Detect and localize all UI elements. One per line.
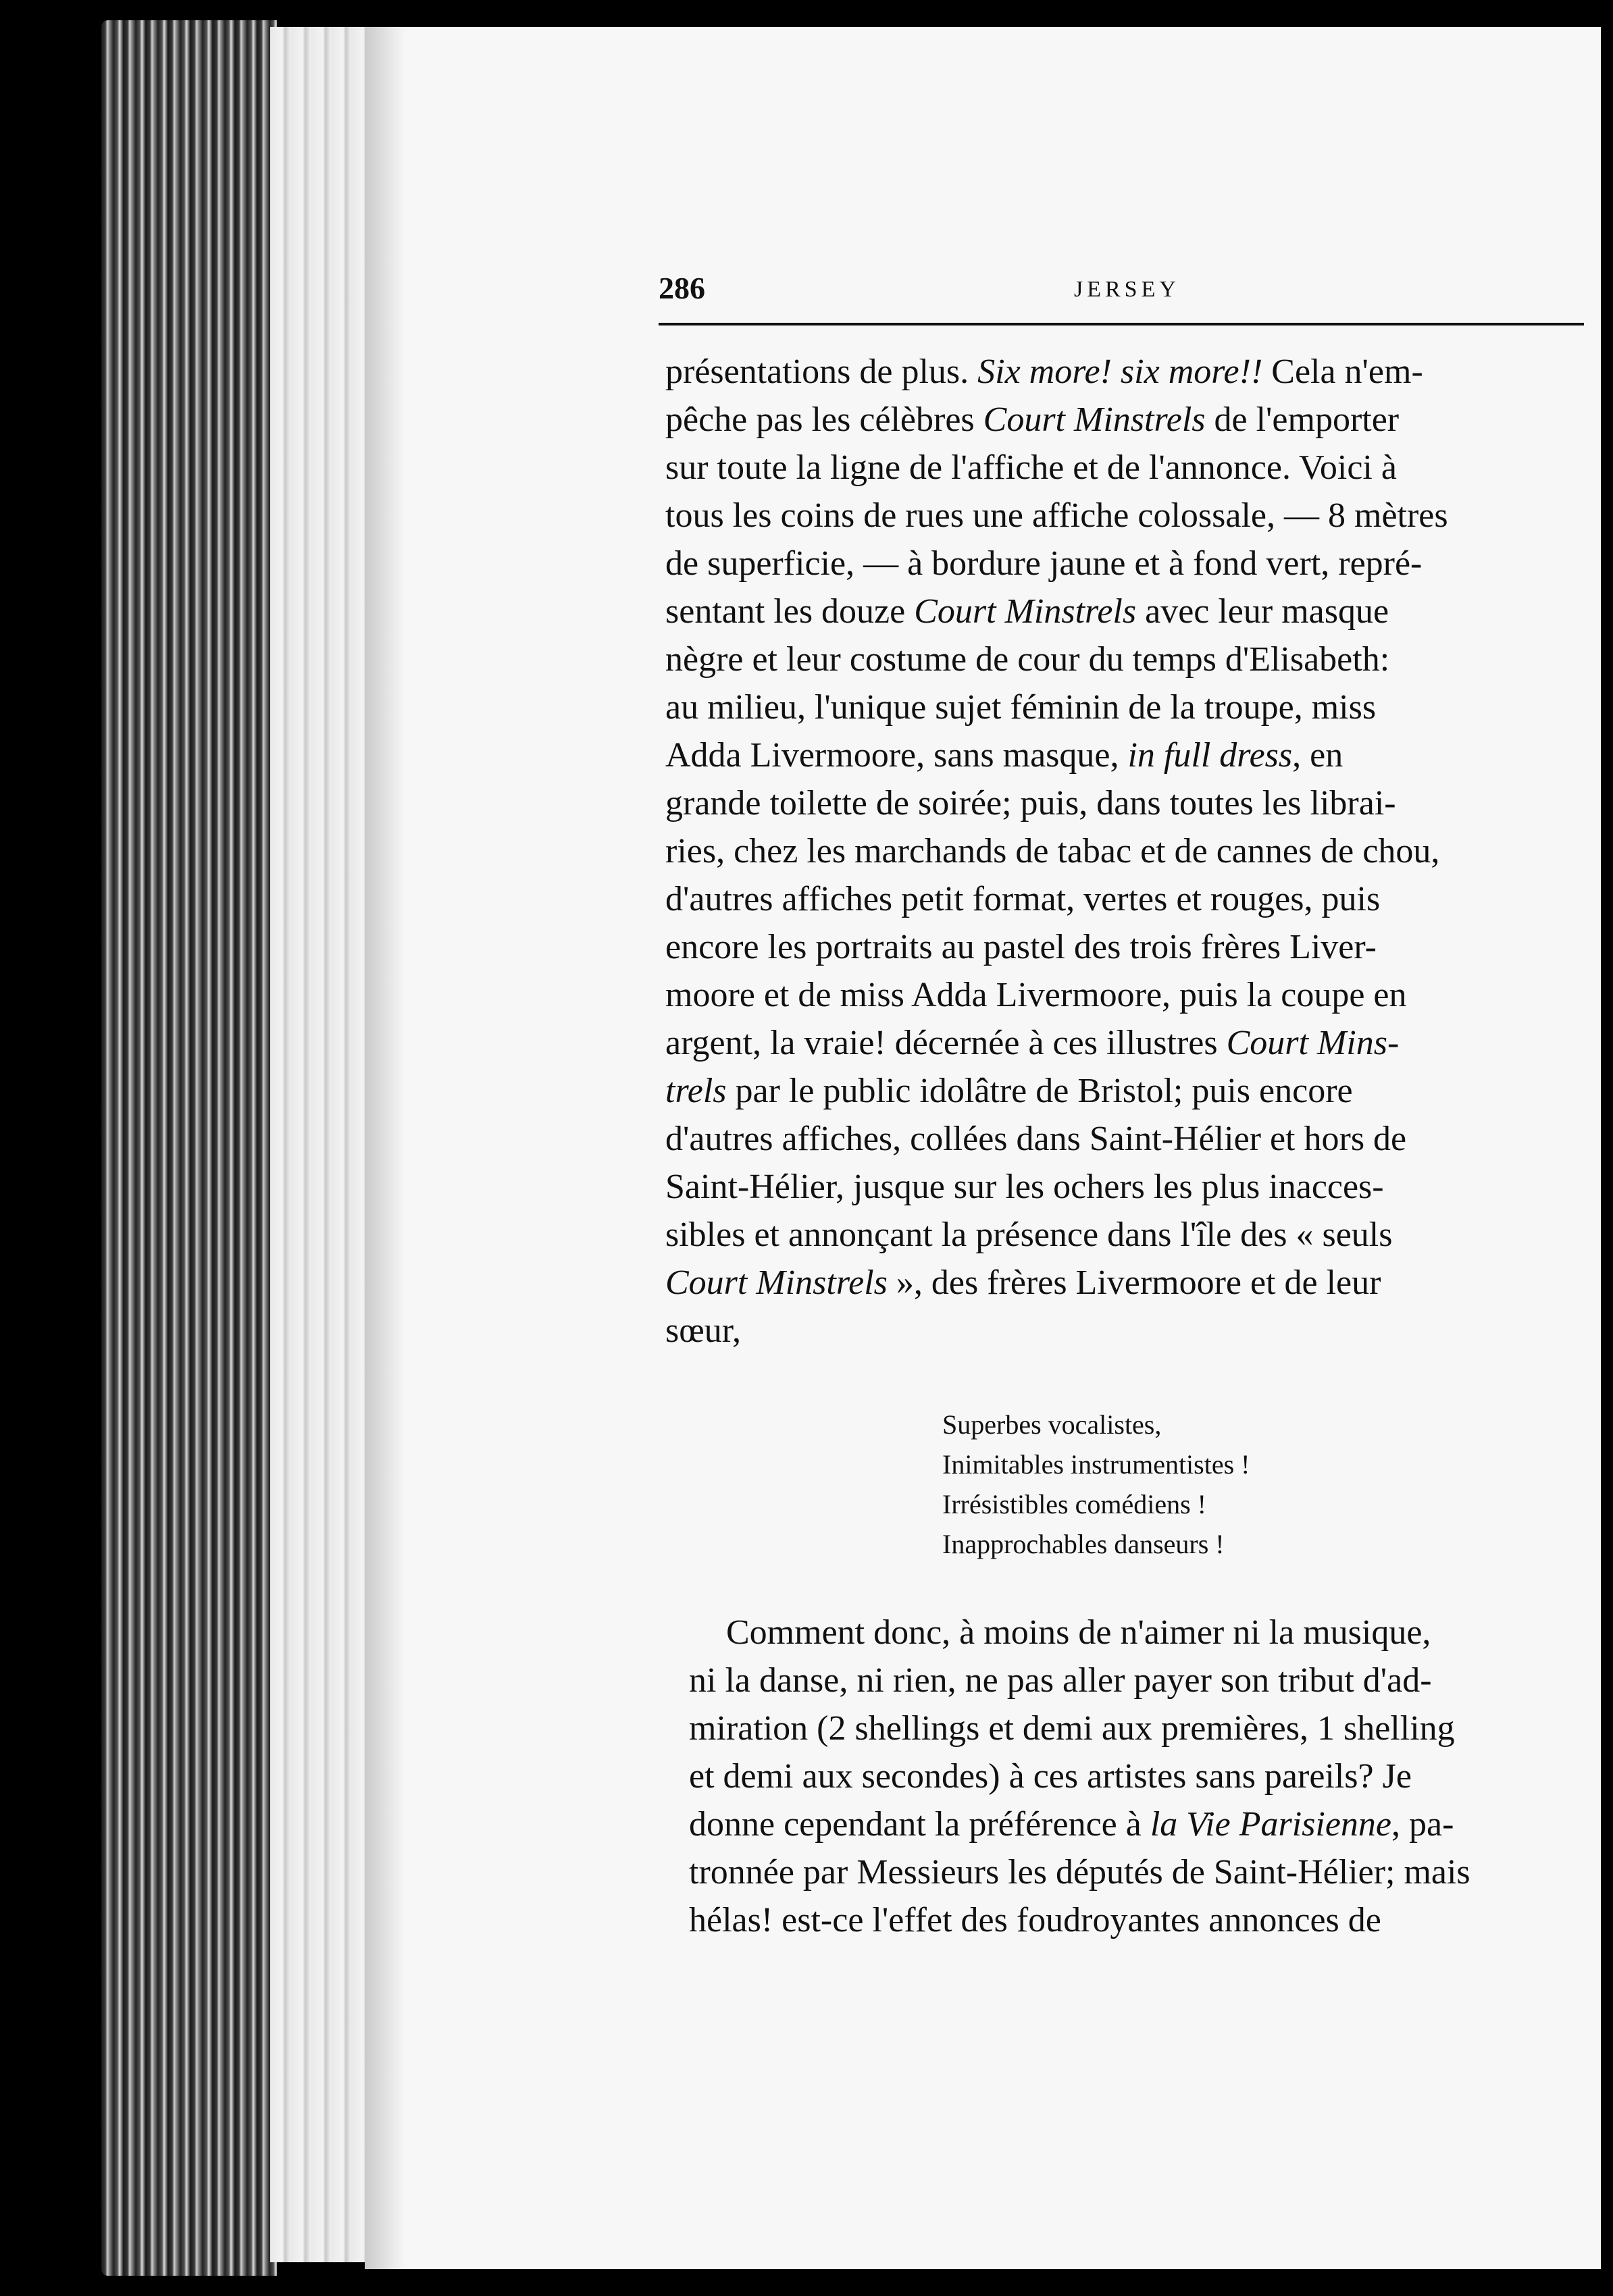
italic-run: trels [665,1072,727,1110]
text-line [665,1019,1601,1067]
text-run: tous les coins de rues une affiche colossale, — 8 mètres [665,496,1448,535]
text-run: Adda Livermoore, sans masque, [665,736,1128,775]
text-line [689,1609,1601,1656]
text-line [665,348,1601,396]
text-line [665,540,1601,588]
text-line [665,683,1601,731]
text-run: miration (2 shellings et demi aux premières, 1 shelling [689,1709,1455,1748]
book-page-stack [270,27,372,2262]
text-line [665,731,1601,779]
italic-run: Court Mins- [1226,1024,1400,1062]
text-line [665,1259,1601,1307]
text-line [665,635,1601,683]
text-line [665,1163,1601,1211]
running-head [659,270,1584,311]
text-line [665,1067,1601,1115]
text-run: argent, la vraie! décernée à ces illustres [665,1024,1227,1062]
text-line [665,396,1601,444]
text-line [665,1211,1601,1259]
text-line [689,1752,1601,1800]
text-run: d'autres affiches petit format, vertes et rouges, puis [665,880,1381,918]
italic-run: Court Minstrels [914,592,1137,631]
book-page-edges [101,20,277,2276]
text-run: pêche pas les célèbres [665,400,983,439]
text-run: sœur, [665,1311,742,1350]
italic-run: Court Minstrels [983,400,1206,439]
text-run: sibles et annonçant la présence dans l'île des « seuls [665,1216,1393,1254]
text-run: , pa- [1391,1805,1454,1844]
running-title: JERSEY [1074,277,1180,302]
text-line [689,1896,1601,1944]
text-run: de l'emporter [1205,400,1400,439]
text-run: », des frères Livermoore et de leur [887,1263,1381,1302]
italic-run: Court Minstrels [665,1263,888,1302]
text-run: Comment donc, à moins de n'aimer ni la musique, [726,1613,1431,1652]
text-line [689,1704,1601,1752]
text-run: encore les portraits au pastel des trois frères Liver- [665,928,1377,966]
text-run: sur toute la ligne de l'affiche et de l'annonce. Voici à [665,448,1397,487]
text-line [665,1115,1601,1163]
poem-line: Inapprochables danseurs ! [942,1529,1225,1559]
poem-line: Superbes vocalistes, [942,1409,1162,1440]
text-line [689,1848,1601,1896]
text-run: de superficie, — à bordure jaune et à fond vert, repré- [665,544,1423,583]
text-run: d'autres affiches, collées dans Saint-Hélier et hors de [665,1120,1407,1158]
text-line [665,923,1601,971]
text-line [665,1307,1601,1355]
text-line [689,1656,1601,1704]
text-run: par le public idolâtre de Bristol; puis encore [726,1072,1353,1110]
text-line [665,492,1601,540]
text-run: hélas! est-ce l'effet des foudroyantes annonces de [689,1901,1381,1939]
poem-line: Irrésistibles comédiens ! [942,1489,1206,1519]
text-line [665,971,1601,1019]
italic-run: Six more! six more!! [977,353,1263,391]
page-shadow [365,27,405,2269]
text-run: nègre et leur costume de cour du temps d'Elisabeth: [665,640,1390,679]
text-run: sentant les douze [665,592,915,631]
text-run: grande toilette de soirée; puis, dans toutes les librai- [665,784,1396,823]
text-line [665,444,1601,492]
text-run: , en [1292,736,1343,775]
text-run: moore et de miss Adda Livermoore, puis la coupe en [665,976,1407,1014]
body-text [665,348,1601,1355]
italic-run: in full dress [1127,736,1293,775]
text-line [665,779,1601,827]
text-run: et demi aux secondes) à ces artistes sans pareils? Je [689,1757,1412,1796]
body-text-continued [689,1609,1601,1944]
text-run: tronnée par Messieurs les députés de Saint-Hélier; mais [689,1853,1470,1891]
text-line [665,588,1601,635]
text-line [665,875,1601,923]
italic-run: la Vie Parisienne [1150,1805,1391,1844]
text-run: ries, chez les marchands de tabac et de cannes de chou, [665,832,1440,870]
text-run: donne cependant la préférence à [689,1805,1150,1844]
page-number: 286 [659,271,705,305]
text-run: Saint-Hélier, jusque sur les ochers les plus inacces- [665,1168,1384,1206]
header-rule [659,323,1584,325]
poem-line: Inimitables instrumentistes ! [942,1449,1250,1480]
poem-block [942,1405,1250,1564]
text-run: avec leur masque [1136,592,1389,631]
text-run: Cela n'em- [1262,353,1423,391]
text-line [665,827,1601,875]
text-run: au milieu, l'unique sujet féminin de la troupe, miss [665,688,1377,727]
text-line [689,1800,1601,1848]
text-run: présentations de plus. [665,353,978,391]
text-run: ni la danse, ni rien, ne pas aller payer son tribut d'ad- [689,1661,1432,1700]
